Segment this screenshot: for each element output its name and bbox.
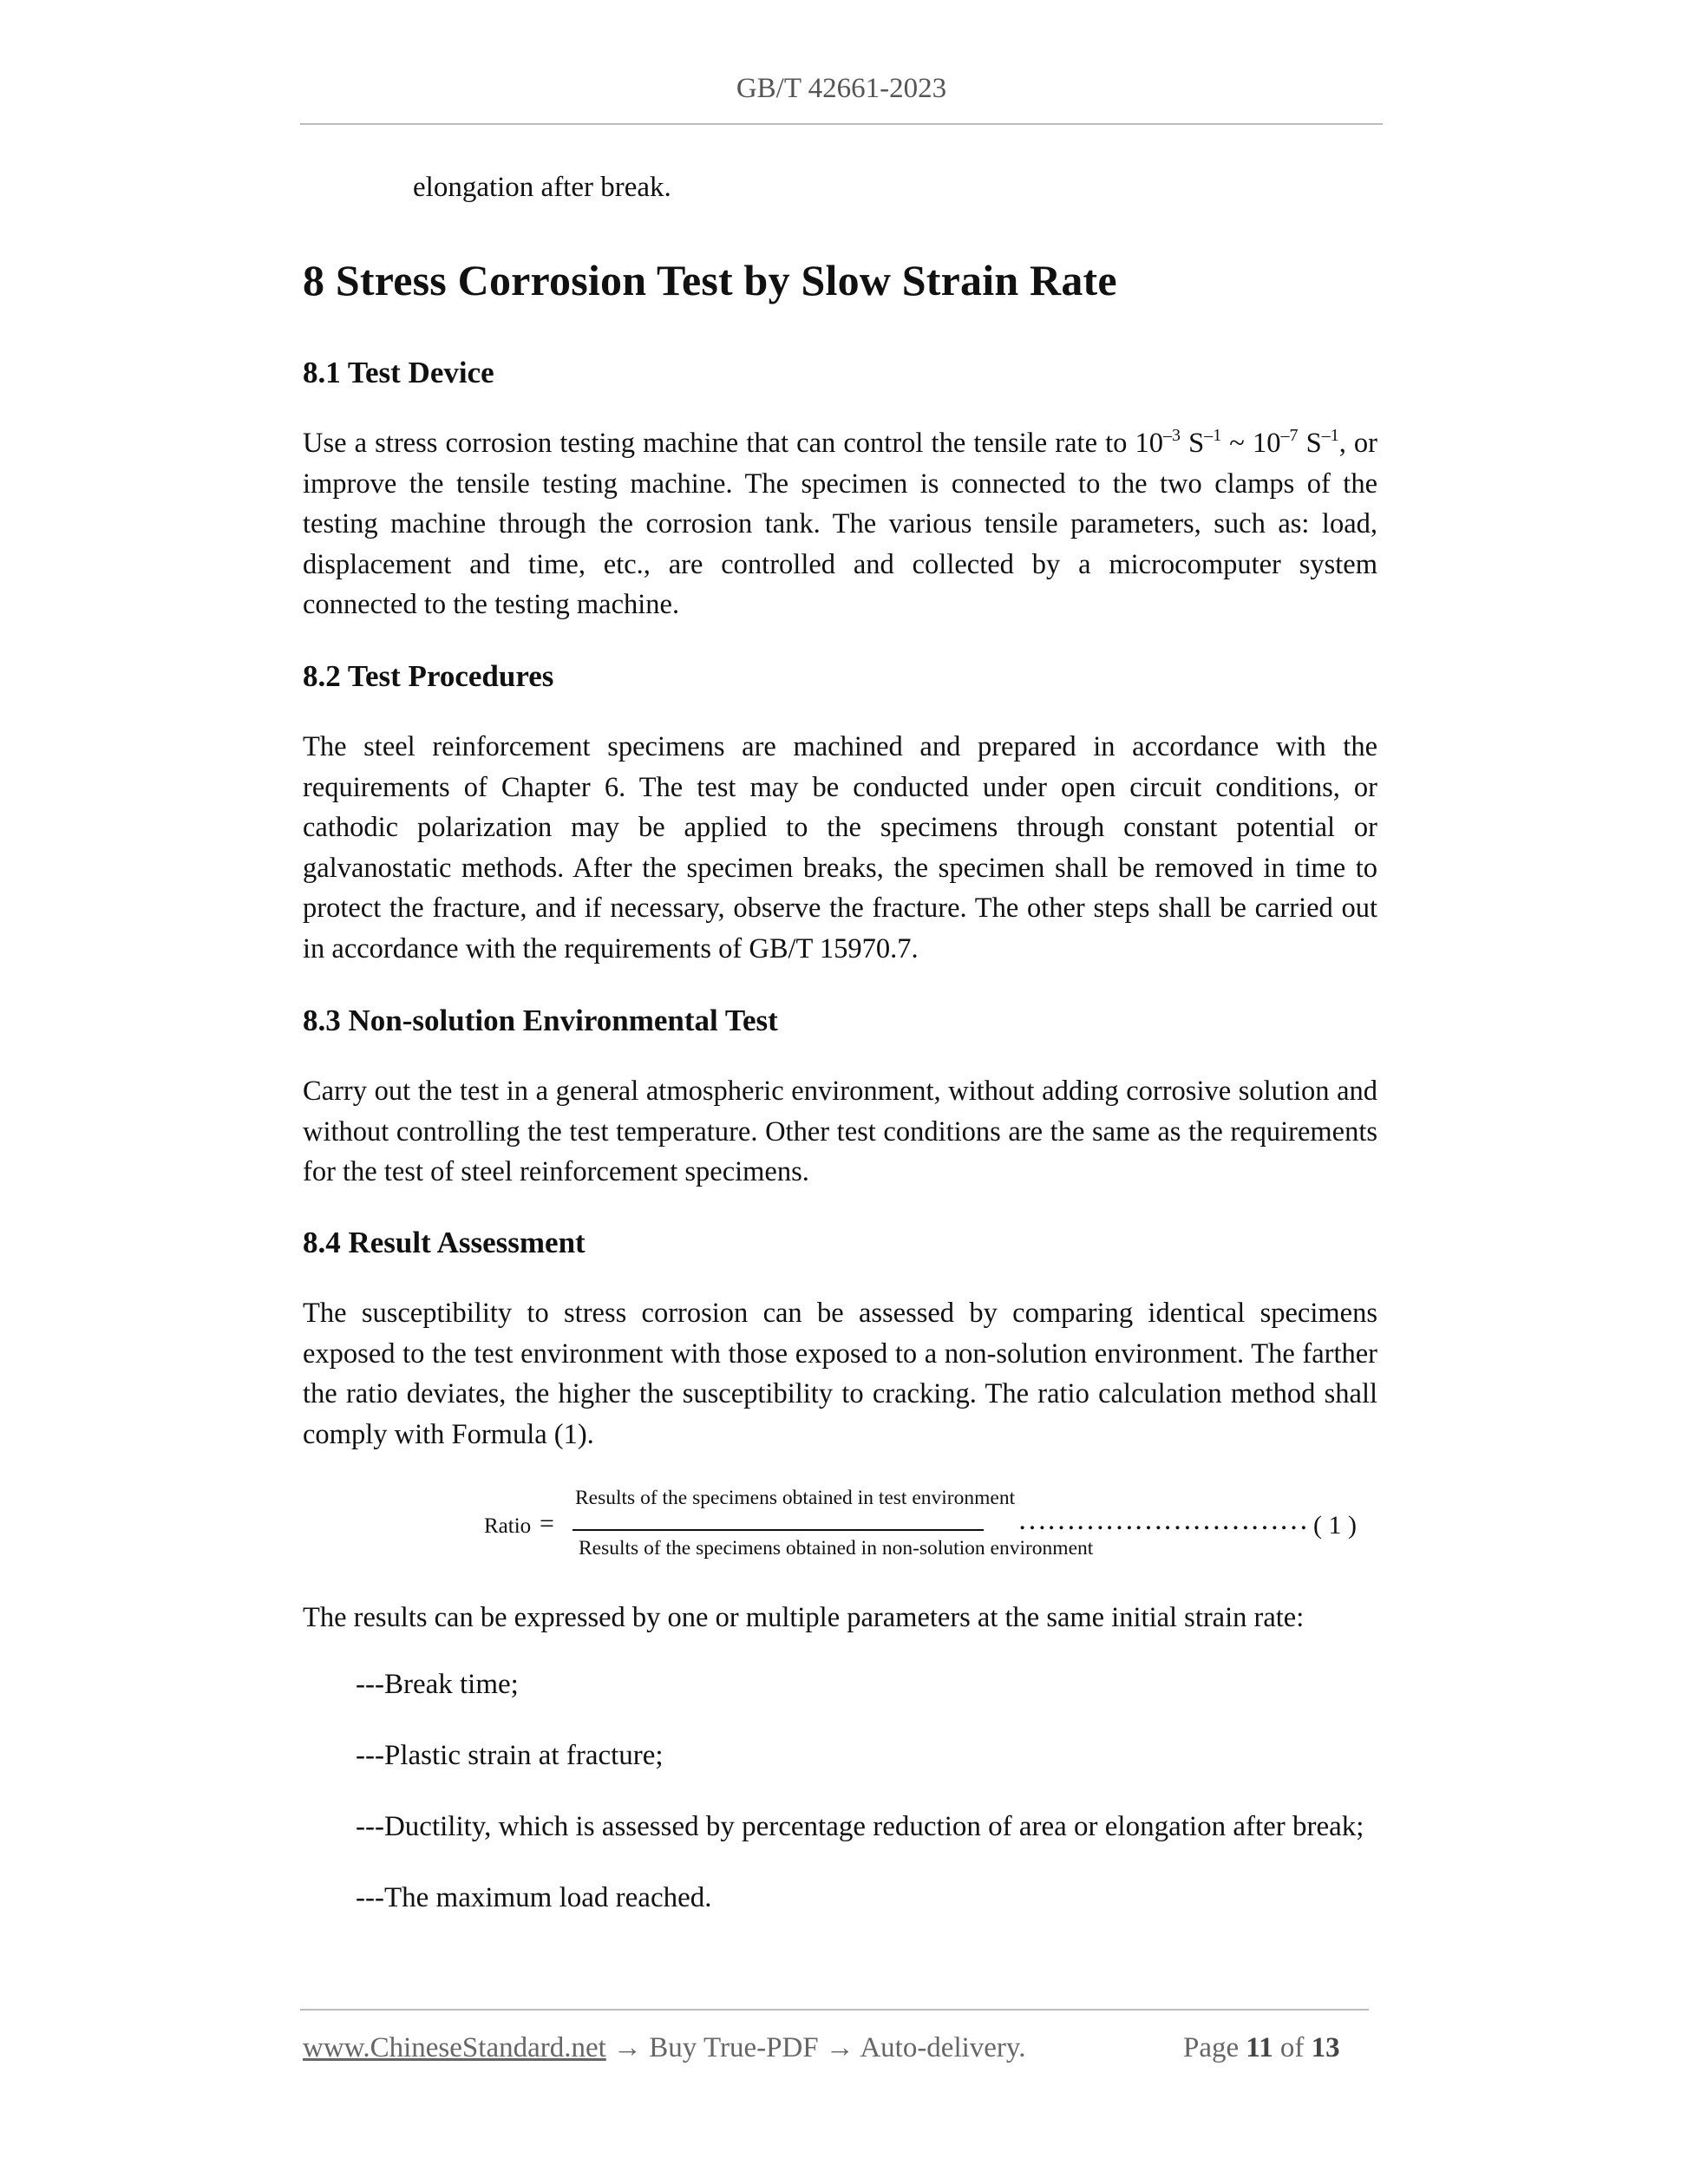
paragraph-8-2: The steel reinforcement specimens are machined and prepared in accordance with the requirements of Chapter 6. The test may be conducted under open circuit conditions, or cathodic polarization may be applied to the specimens through constant potential or galvanostatic methods. After the specimen breaks, the specimen shall be removed in time to protect the fracture, and if necessary, observe the fracture. The other steps shall be carried out in accordance with the requirements of GB/T 15970.7. (303, 731, 1377, 964)
site-link[interactable]: www.ChineseStandard.net (303, 2032, 606, 2063)
buy-pdf-link[interactable]: Buy True-PDF (649, 2032, 819, 2063)
paragraph-8-3: Carry out the test in a general atmospheric environment, without adding corrosive solution and without controlling the test temperature. Other test conditions are the same as the requirements for the test of steel reinforcement specimens. (303, 1076, 1377, 1187)
total-pages: 13 (1311, 2032, 1340, 2063)
fraction-bar (572, 1529, 984, 1531)
list-item: ---The maximum load reached. (356, 1882, 712, 1913)
formula-number: ( 1 ) (1313, 1511, 1357, 1540)
document-code: GB/T 42661-2023 (736, 73, 947, 104)
formula-denominator: Results of the specimens obtained in non-solution environment (579, 1537, 1094, 1560)
subsection-title-8-1: 8.1 Test Device (303, 356, 494, 389)
paragraph-8-1: Use a stress corrosion testing machine that can control the tensile rate to $10^{-3}$ $S^{-1}$ ~ $10^{-7}$ $S^{-1}$, or improve the tensile testing machine. The specimen is connected to the two clamps of the testing machine through the corrosion tank. The various tensile parameters, such as: load, displacement and time, etc., are controlled and collected by a microcomputer system connected to the testing machine. (303, 426, 1377, 620)
page-number: Page 11 of 13 (1183, 2032, 1340, 2063)
continuation-text: elongation after break. (413, 172, 671, 203)
formula-leader-dots: ………………………… (1017, 1504, 1308, 1536)
subsection-title-8-4: 8.4 Result Assessment (303, 1226, 586, 1259)
arrow-right-icon: → (818, 2032, 860, 2063)
page-header (300, 64, 1383, 125)
formula-equals: = (540, 1509, 554, 1538)
section-title: 8 Stress Corrosion Test by Slow Strain Rate (303, 256, 1117, 304)
footer-rule (300, 2009, 1369, 2011)
paragraph-8-4: The susceptibility to stress corrosion can be assessed by comparing identical specimens exposed to the test environment with those exposed to a non-solution environment. The farther the ratio deviates, the higher the susceptibility to cracking. The ratio calculation method shall comply with Formula (1). (303, 1298, 1377, 1450)
subsection-title-8-3: 8.3 Non-solution Environmental Test (303, 1004, 778, 1037)
subsection-title-8-2: 8.2 Test Procedures (303, 659, 554, 693)
list-item: ---Ductility, which is assessed by percentage reduction of area or elongation after break; (356, 1811, 1364, 1842)
ratio-formula (304, 1485, 1388, 1580)
formula-numerator: Results of the specimens obtained in test environment (575, 1487, 1016, 1509)
paragraph-results-intro: The results can be expressed by one or multiple parameters at the same initial strain rate: (303, 1602, 1305, 1633)
list-item: ---Break time; (356, 1669, 519, 1700)
current-page: 11 (1246, 2032, 1273, 2063)
delivery-text: Auto-delivery. (860, 2032, 1026, 2063)
list-item: ---Plastic strain at fracture; (356, 1740, 664, 1771)
arrow-right-icon: → (605, 2032, 650, 2063)
formula-lhs: Ratio (484, 1514, 532, 1538)
footer-links (303, 2032, 1026, 2064)
